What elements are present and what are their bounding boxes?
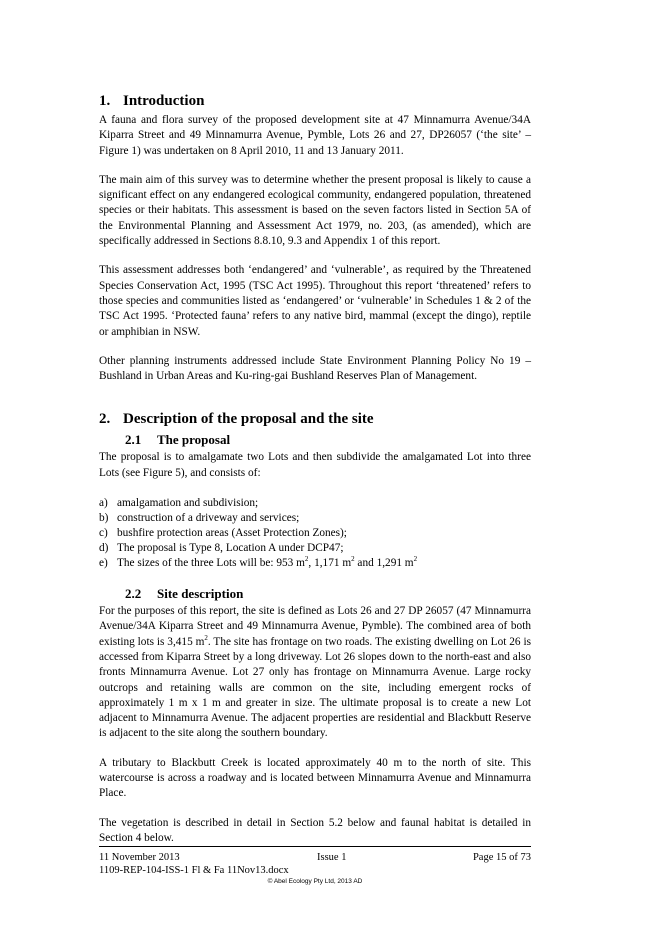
list-item: c) bushfire protection areas (Asset Protection Zones); [99,527,347,540]
site-paragraph-1: For the purposes of this report, the site is defined as Lots 26 and 27 DP 26057 (47 Minnamurra Avenue/34A Kiparra Street and 49 Minnamurra Avenue, Pymble). The combined area of both existing lots is 3,415 $m^2$. The site has frontage on two roads. The existing dwelling on Lot 26 is accessed from Kiparra Street by a long driveway. Lot 26 slopes down to the north-east and also fronts Minnamurra Avenue. Lot 27 only has frontage on Minnamurra Avenue. Large rocky outcrops and retaining walls are common on the site, including emergent rocks of approximately 1 m x 1 m and greater in size. The ultimate proposal is to create a new Lot adjacent to Minnamurra Avenue. The adjacent properties are residential and Blackbutt Reserve is adjacent to the site along the southern boundary. [99,605,531,740]
subsection-2-1-number: 2.1 [125,432,142,448]
proposal-intro: The proposal is to amalgamate two Lots and then subdivide the amalgamated Lot into three Lots (see Figure 5), and consists of: [99,451,531,479]
footer-page-number: Page 15 of 73 [472,852,531,863]
subsection-2-2-number: 2.2 [125,586,142,602]
section-2 [99,410,531,846]
footer-issue: Issue 1 [317,852,347,863]
intro-paragraph-4: Other planning instruments addressed include State Environment Planning Policy No 19 – Bushland in Urban Areas and Ku-ring-gai Bushland Reserves Plan of Management. [99,354,531,383]
intro-paragraph-3: This assessment addresses both ‘endangered’ and ‘vulnerable’, as required by the Threatened Species Conservation Act, 1995 (TSC Act 1995). Throughout this report ‘threatened’ refers to those species and communities listed as ‘endangered’ or ‘vulnerable’ in Schedules 1 & 2 of the TSC Act 1995. ‘Protected fauna’ refers to any native bird, mammal (except the dingo), reptile or amphibian in NSW. [99,264,531,338]
subsection-2-1-heading [125,431,531,448]
footer-date: 11 November 2013 [99,852,180,863]
subsection-2-2-heading [125,585,531,602]
section-1-title: Introduction [123,93,205,109]
proposal-list [99,496,531,571]
site-paragraph-2: A tributary to Blackbutt Creek is located approximately 40 m to the north of site. This watercourse is across a roadway and is located between Minnamurra Avenue and Minnamurra Place. [99,756,531,800]
page-content [99,92,531,860]
list-item-lot-sizes: e) The sizes of the three Lots will be: 953 $m^2$, 1,171 $m^2$ and 1,291 $m^2$ [99,555,418,570]
site-paragraph-3: The vegetation is described in detail in Section 5.2 below and faunal habitat is detailed in Section 4 below. [99,816,531,844]
subsection-2-1-title: The proposal [157,432,231,448]
section-2-title: Description of the proposal and the site [123,411,374,428]
page-footer [99,846,531,885]
list-item: b) construction of a driveway and services; [99,512,300,525]
footer-row [99,851,531,864]
section-1-number: 1. [99,93,111,109]
section-1-heading [99,92,531,111]
list-item: d) The proposal is Type 8, Location A under DCP47; [99,542,344,555]
subsection-2-2-title: Site description [157,586,244,602]
section-2-number: 2. [99,411,111,428]
footer-doc-ref: 1109-REP-104-ISS-1 Fl & Fa 11Nov13.docx [99,865,289,876]
list-item: a) amalgamation and subdivision; [99,497,259,510]
intro-paragraph-1: A fauna and flora survey of the proposed development site at 47 Minnamurra Avenue/34A Kiparra Street and 49 Minnamurra Avenue, Pymble, Lots 26 and 27, DP26057 (‘the site’ – Figure 1) was undertaken on 8 April 2010, 11 and 13 January 2011. [99,114,531,157]
section-2-heading [99,410,531,429]
intro-paragraph-2: The main aim of this survey was to determine whether the present proposal is likely to cause a significant effect on any endangered ecological community, endangered population, threatened species or their habitats. This assessment is based on the seven factors listed in Section 5A of the Environmental Planning and Assessment Act 1979, no. 203, (as amended), which are specifically addressed in Sections 8.8.10, 9.3 and Appendix 1 of this report. [99,173,531,248]
footer-copyright: © Abel Ecology Pty Ltd, 2013 AD [267,878,363,885]
